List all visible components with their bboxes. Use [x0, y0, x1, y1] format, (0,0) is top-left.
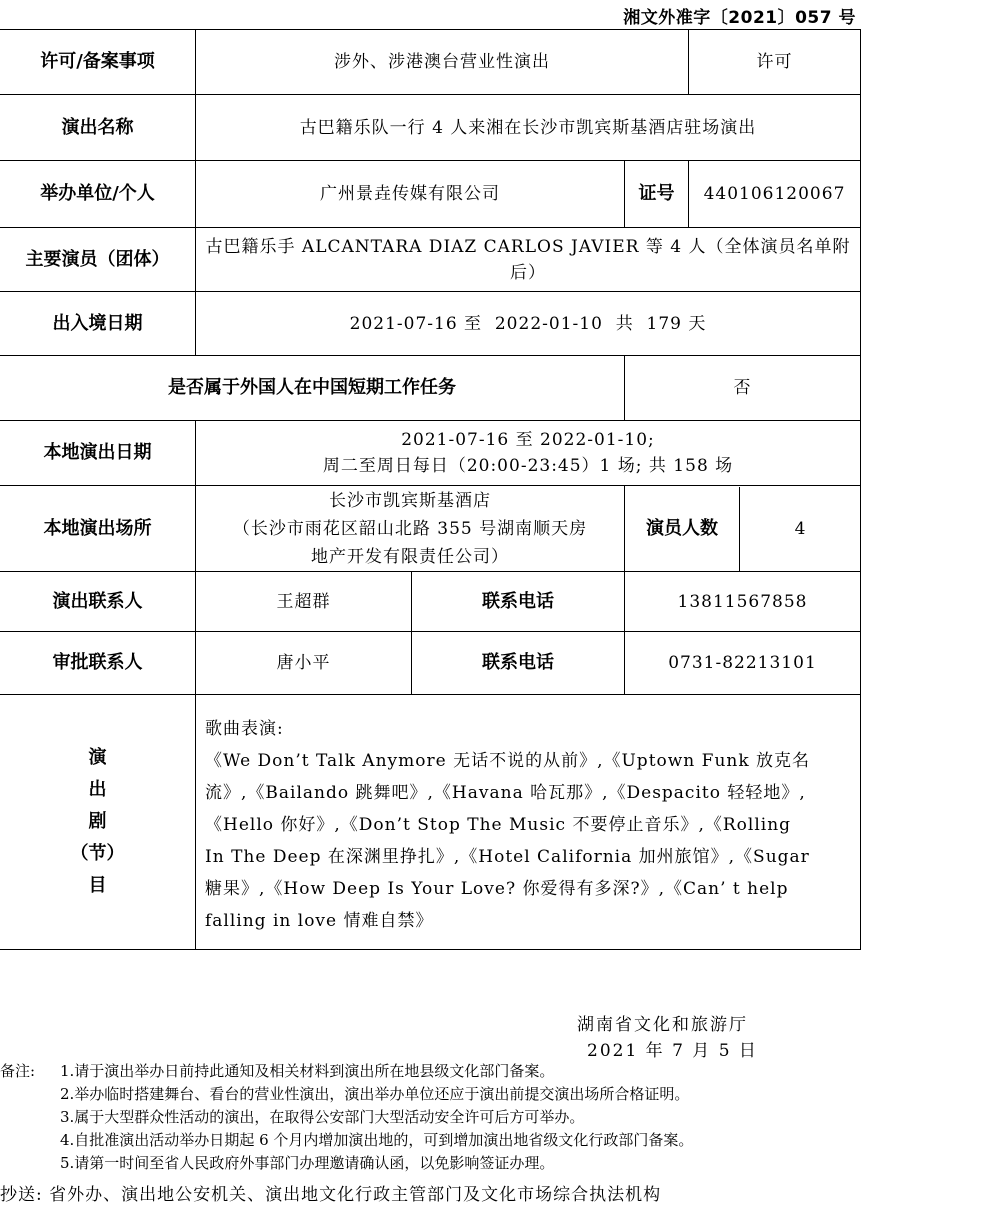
- venue-value: [196, 486, 625, 572]
- license-no-label: 证号: [625, 161, 689, 228]
- note-item: 3.属于大型群众性活动的演出，在取得公安部门大型活动安全许可后方可举办。: [60, 1108, 585, 1126]
- program-label-char: 剧: [88, 811, 107, 832]
- program-label-char: （节）: [70, 843, 125, 864]
- row-show-name: [0, 95, 861, 161]
- cc-value: 省外办、演出地公安机关、演出地文化行政主管部门及文化市场综合执法机构: [49, 1185, 662, 1205]
- program-label-char: 出: [88, 779, 107, 800]
- program-label: [0, 695, 196, 950]
- local-dates-value: [196, 421, 861, 486]
- venue-line2: （长沙市雨花区韶山北路 355 号湖南顺天房: [232, 518, 588, 539]
- organizer-label: 举办单位/个人: [0, 161, 196, 228]
- program-line: 糖果》,《How Deep Is Your Love? 你爱得有多深?》,《Can’ t help: [205, 879, 789, 899]
- note-item: 2.举办临时搭建舞台、看台的营业性演出，演出举办单位还应于演出前提交演出场所合格证明。: [60, 1085, 690, 1103]
- row-performers: [0, 228, 861, 292]
- document-number: 湘文外准字〔2021〕057 号: [623, 8, 856, 28]
- note-item: 4.自批准演出活动举办日期起 6 个月内增加演出地的，可到增加演出地省级文化行政部门备案。: [60, 1131, 694, 1149]
- venue-line3: 地产开发有限责任公司）: [311, 546, 509, 567]
- performers-label: 主要演员（团体）: [0, 228, 196, 292]
- performers-value: 古巴籍乐手 ALCANTARA DIAZ CARLOS JAVIER 等 4 人（全体演员名单附后）: [196, 228, 861, 292]
- note-item: 1.请于演出举办日前持此通知及相关材料到演出所在地县级文化部门备案。: [60, 1062, 555, 1080]
- program-line: 《We Don’t Talk Anymore 无话不说的从前》,《Uptown Funk 放克名: [205, 751, 811, 771]
- approver-phone-label: 联系电话: [412, 632, 625, 695]
- notes: [0, 1060, 693, 1175]
- program-line: 流》,《Bailando 跳舞吧》,《Havana 哈瓦那》,《Despacito 轻轻地》,: [205, 783, 806, 803]
- issue-date: 2021 年 7 月 5 日: [587, 1041, 758, 1061]
- local-dates-label: 本地演出日期: [0, 421, 196, 486]
- approver-label: 审批联系人: [0, 632, 196, 695]
- venue-label: 本地演出场所: [0, 486, 196, 572]
- program-heading: 歌曲表演:: [205, 719, 284, 739]
- entry-exit-label: 出入境日期: [0, 292, 196, 356]
- show-name-value: 古巴籍乐队一行 4 人来湘在长沙市凯宾斯基酒店驻场演出: [196, 95, 861, 161]
- row-permit: [0, 30, 861, 95]
- cc-label: 抄送:: [0, 1185, 43, 1205]
- notes-label: 备注:: [0, 1062, 36, 1080]
- local-dates-line2: 周二至周日每日（20:00-23:45）1 场; 共 158 场: [322, 456, 734, 476]
- contact-name: 王超群: [196, 572, 412, 632]
- issuer-name: 湖南省文化和旅游厅: [577, 1015, 748, 1035]
- row-short-term: [0, 356, 861, 421]
- row-program: [0, 695, 861, 950]
- note-item: 5.请第一时间至省人民政府外事部门办理邀请确认函，以免影响签证办理。: [60, 1154, 555, 1172]
- performer-count-cell: [625, 486, 861, 572]
- short-term-value: 否: [625, 356, 861, 421]
- row-approver: [0, 632, 861, 695]
- row-contact: [0, 572, 861, 632]
- permit-label: 许可/备案事项: [0, 30, 196, 95]
- row-local-dates: [0, 421, 861, 486]
- approver-phone: 0731-82213101: [625, 632, 861, 695]
- program-line: 《Hello 你好》,《Don’t Stop The Music 不要停止音乐》,《Rolling: [205, 815, 792, 835]
- row-organizer: [0, 161, 861, 228]
- permit-table: [0, 29, 861, 950]
- local-dates-line1: 2021-07-16 至 2022-01-10;: [401, 430, 655, 450]
- permit-status: 许可: [689, 30, 861, 95]
- row-venue: [0, 486, 861, 572]
- approver-name: 唐小平: [196, 632, 412, 695]
- performer-count-value: 4: [794, 518, 806, 539]
- program-list: [196, 695, 861, 950]
- program-line: falling in love 情难自禁》: [205, 911, 434, 931]
- show-name-label: 演出名称: [0, 95, 196, 161]
- short-term-label: 是否属于外国人在中国短期工作任务: [0, 356, 625, 421]
- entry-exit-value: 2021-07-16 至 2022-01-10 共 179 天: [196, 292, 861, 356]
- program-label-char: 演: [88, 747, 107, 768]
- contact-label: 演出联系人: [0, 572, 196, 632]
- program-line: In The Deep 在深渊里挣扎》,《Hotel California 加州旅馆》,《Sugar: [205, 847, 810, 867]
- row-entry-exit: [0, 292, 861, 356]
- organizer-value: 广州景垚传媒有限公司: [196, 161, 625, 228]
- license-no-value: 440106120067: [689, 161, 861, 228]
- venue-line1: 长沙市凯宾斯基酒店: [329, 490, 491, 511]
- contact-phone-label: 联系电话: [412, 572, 625, 632]
- performer-count-label: 演员人数: [625, 487, 740, 571]
- program-label-char: 目: [88, 875, 107, 896]
- cc-line: [0, 1180, 661, 1205]
- permit-value: 涉外、涉港澳台营业性演出: [196, 30, 689, 95]
- contact-phone: 13811567858: [625, 572, 861, 632]
